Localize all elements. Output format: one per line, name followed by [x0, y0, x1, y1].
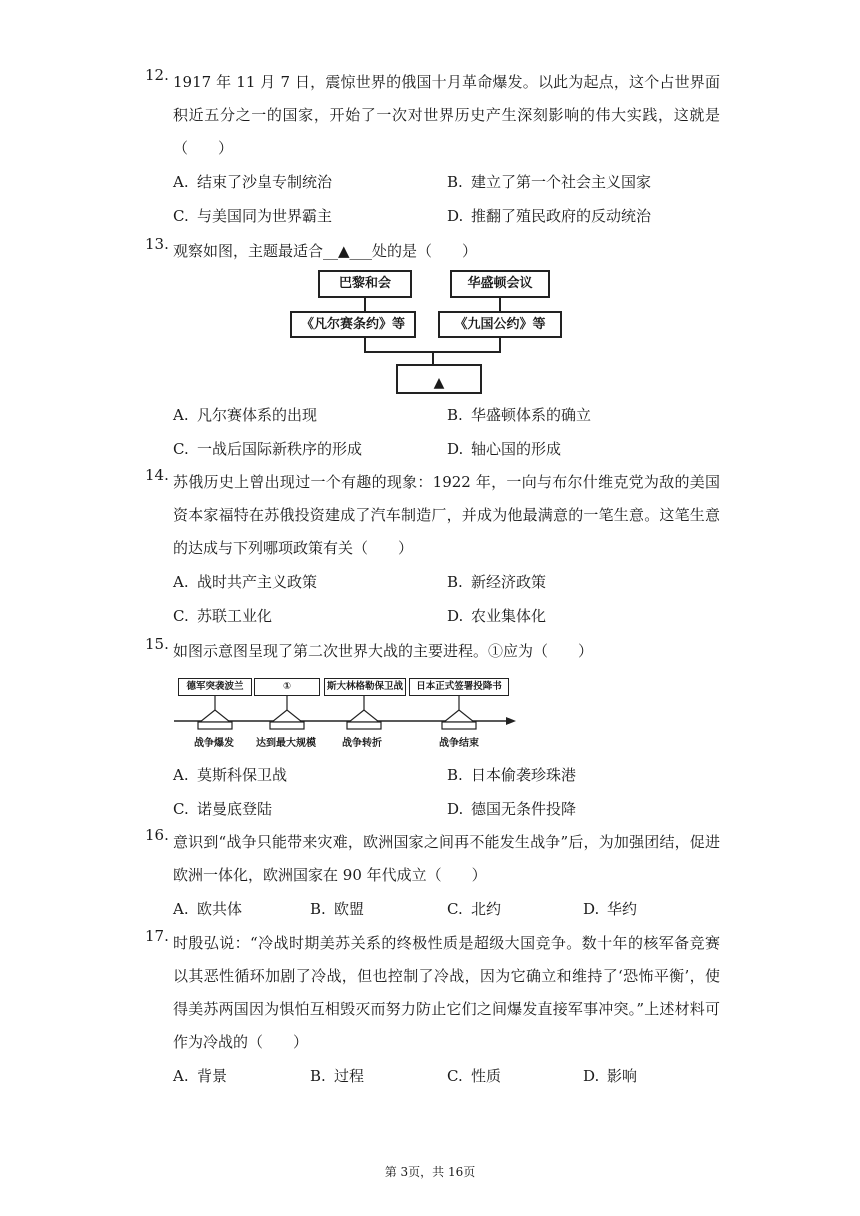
options-row	[145, 199, 720, 233]
option-d[interactable]: D. 华约	[583, 900, 638, 918]
option-b[interactable]: B. 过程	[310, 1067, 365, 1085]
question-stem: 意识到“战争只能带来灾难，欧洲国家之间再不能发生战争”后，为加强团结，促进欧洲一体化，欧洲国家在 90 年代成立（ ）	[173, 833, 720, 884]
stage-label: 达到最大规模	[256, 738, 316, 749]
option-b[interactable]: B. 华盛顿体系的确立	[447, 406, 592, 424]
theme-blank-box: ▲	[396, 364, 482, 394]
question-15-options	[145, 758, 720, 826]
option-c[interactable]: C. 性质	[447, 1067, 502, 1085]
question-stem: 时殷弘说：“冷战时期美苏关系的终极性质是超级大国竞争。数十年的核军备竞赛以其恶性循环加剧了冷战，但也控制了冷战，因为它确立和维持了‘恐怖平衡’，使得美苏两国因为惧怕互相毁灭而努力防止它们之间爆发直接军事冲突。”上述材料可作为冷战的（ ）	[173, 934, 720, 1051]
options-row	[145, 565, 720, 599]
options-row	[145, 165, 720, 199]
options-row	[145, 892, 720, 926]
options-row	[145, 398, 720, 432]
option-d[interactable]: D. 轴心国的形成	[447, 440, 562, 458]
option-a[interactable]: A. 背景	[173, 1067, 228, 1085]
option-d[interactable]: D. 影响	[583, 1067, 638, 1085]
options-row	[145, 758, 720, 792]
event-box: 德军突袭波兰	[178, 678, 252, 696]
option-b[interactable]: B. 欧盟	[310, 900, 365, 918]
question-number: 13.	[145, 235, 169, 253]
page-footer: 第 3页，共 16页	[384, 1165, 476, 1179]
option-d[interactable]: D. 德国无条件投降	[447, 800, 577, 818]
options-row	[145, 1059, 720, 1093]
option-c[interactable]: C. 诺曼底登陆	[173, 800, 273, 818]
question-13	[145, 235, 720, 268]
question-number: 15.	[145, 635, 169, 653]
option-a[interactable]: A. 战时共产主义政策	[173, 573, 318, 591]
conference-diagram	[290, 268, 570, 398]
connector-line	[364, 338, 366, 352]
option-a[interactable]: A. 结束了沙皇专制统治	[173, 173, 333, 191]
option-c[interactable]: C. 与美国同为世界霸主	[173, 207, 333, 225]
ww2-timeline-diagram	[174, 678, 519, 750]
question-stem: 1917 年 11 月 7 日，震惊世界的俄国十月革命爆发。以此为起点，这个占世界面积近五分之一的国家，开始了一次对世界历史产生深刻影响的伟大实践，这就是（ ）	[173, 73, 720, 157]
question-stem: 观察如图，主题最适合__▲___处的是（ ）	[173, 242, 478, 260]
connector-line	[499, 338, 501, 352]
question-13-options	[145, 398, 720, 466]
question-17	[145, 927, 720, 1093]
nine-power-treaty-box: 《九国公约》等	[438, 311, 562, 338]
stage-label: 战争爆发	[194, 738, 234, 749]
option-c[interactable]: C. 一战后国际新秩序的形成	[173, 440, 363, 458]
event-box: 斯大林格勒保卫战	[324, 678, 406, 696]
stage-label: 战争转折	[342, 738, 382, 749]
question-15	[145, 635, 720, 668]
option-b[interactable]: B. 日本偷袭珍珠港	[447, 766, 577, 784]
question-number: 14.	[145, 466, 169, 484]
question-14	[145, 466, 720, 633]
question-16	[145, 826, 720, 926]
paris-conference-box: 巴黎和会	[318, 270, 412, 298]
event-box: 日本正式签署投降书	[409, 678, 509, 696]
connector-line	[432, 351, 434, 364]
option-d[interactable]: D. 农业集体化	[447, 607, 547, 625]
event-box-blank: ①	[254, 678, 320, 696]
option-b[interactable]: B. 新经济政策	[447, 573, 547, 591]
stage-label: 战争结束	[439, 738, 479, 749]
question-number: 12.	[145, 66, 169, 84]
question-12	[145, 66, 720, 233]
options-row	[145, 792, 720, 826]
option-c[interactable]: C. 苏联工业化	[173, 607, 273, 625]
options-row	[145, 432, 720, 466]
versailles-treaty-box: 《凡尔赛条约》等	[290, 311, 416, 338]
option-d[interactable]: D. 推翻了殖民政府的反动统治	[447, 207, 652, 225]
question-number: 17.	[145, 927, 169, 945]
options-row	[145, 599, 720, 633]
option-a[interactable]: A. 凡尔赛体系的出现	[173, 406, 318, 424]
washington-conference-box: 华盛顿会议	[450, 270, 550, 298]
question-stem: 苏俄历史上曾出现过一个有趣的现象：1922 年，一向与布尔什维克党为敌的美国资本家福特在苏俄投资建成了汽车制造厂，并成为他最满意的一笔生意。这笔生意的达成与下列哪项政策有关（ ）	[173, 473, 720, 557]
option-c[interactable]: C. 北约	[447, 900, 502, 918]
option-b[interactable]: B. 建立了第一个社会主义国家	[447, 173, 652, 191]
option-a[interactable]: A. 欧共体	[173, 900, 243, 918]
question-stem: 如图示意图呈现了第二次世界大战的主要进程。①应为（ ）	[173, 642, 594, 660]
connector-line	[499, 298, 501, 311]
option-a[interactable]: A. 莫斯科保卫战	[173, 766, 288, 784]
connector-line	[364, 298, 366, 311]
question-number: 16.	[145, 826, 169, 844]
